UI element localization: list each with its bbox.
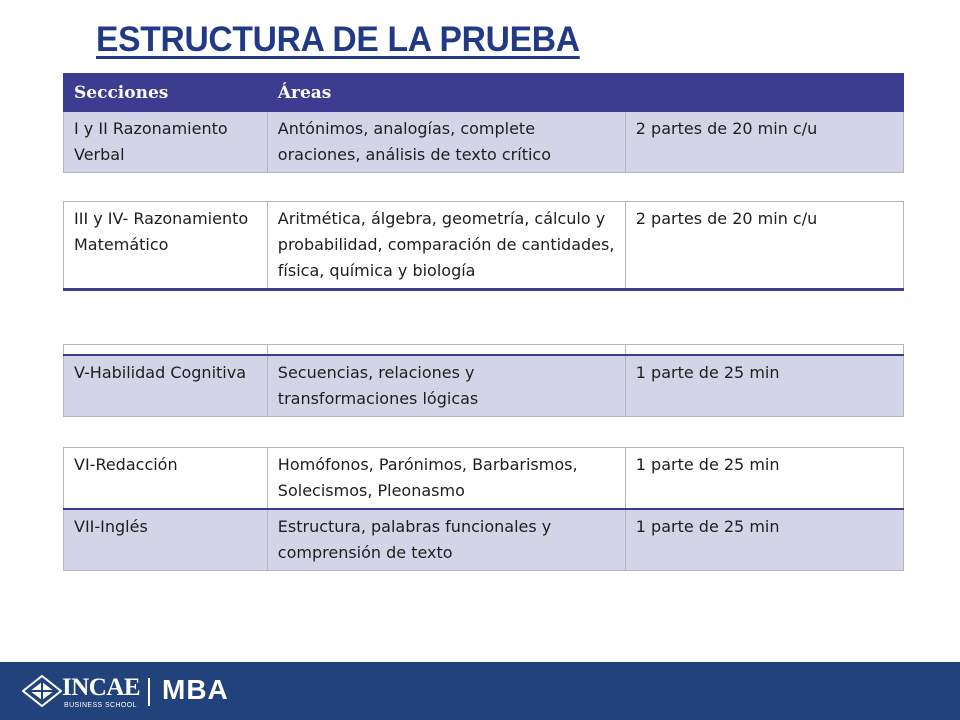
incae-logo-icon xyxy=(22,675,62,707)
logo-name: INCAE xyxy=(62,674,141,701)
time-cell: 1 parte de 25 min xyxy=(625,355,903,417)
page-title: ESTRUCTURA DE LA PRUEBA xyxy=(96,20,580,59)
structure-table-2 xyxy=(63,201,904,291)
structure-table-3 xyxy=(63,344,904,417)
section-cell: VII-Inglés xyxy=(64,509,268,571)
table-row xyxy=(64,355,904,417)
header-areas: Áreas xyxy=(267,74,625,112)
section-cell: V-Habilidad Cognitiva xyxy=(64,355,268,417)
areas-cell: Estructura, palabras funcionales y comprensión de texto xyxy=(267,509,625,571)
table-row xyxy=(64,112,904,173)
empty-row xyxy=(64,345,904,356)
footer-divider xyxy=(148,678,150,706)
time-cell: 1 parte de 25 min xyxy=(625,448,903,510)
time-cell: 1 parte de 25 min xyxy=(625,509,903,571)
structure-table-4 xyxy=(63,447,904,571)
table-row xyxy=(64,202,904,290)
logo-subtitle: BUSINESS SCHOOL xyxy=(64,702,137,709)
time-cell: 2 partes de 20 min c/u xyxy=(625,112,903,173)
areas-cell: Secuencias, relaciones y transformaciones lógicas xyxy=(267,355,625,417)
footer-bar xyxy=(0,662,960,720)
section-cell: VI-Redacción xyxy=(64,448,268,510)
table-row xyxy=(64,448,904,510)
section-cell: I y II Razonamiento Verbal xyxy=(64,112,268,173)
header-blank xyxy=(625,74,903,112)
structure-table-1 xyxy=(63,73,904,173)
table-header-row xyxy=(64,74,904,112)
section-cell: III y IV- Razonamiento Matemático xyxy=(64,202,268,290)
areas-cell: Antónimos, analogías, complete oraciones, análisis de texto crítico xyxy=(267,112,625,173)
header-secciones: Secciones xyxy=(64,74,268,112)
time-cell: 2 partes de 20 min c/u xyxy=(625,202,903,290)
program-label: MBA xyxy=(162,674,229,705)
areas-cell: Homófonos, Parónimos, Barbarismos, Solecismos, Pleonasmo xyxy=(267,448,625,510)
table-row xyxy=(64,509,904,571)
areas-cell: Aritmética, álgebra, geometría, cálculo y probabilidad, comparación de cantidades, física, química y biología xyxy=(267,202,625,290)
